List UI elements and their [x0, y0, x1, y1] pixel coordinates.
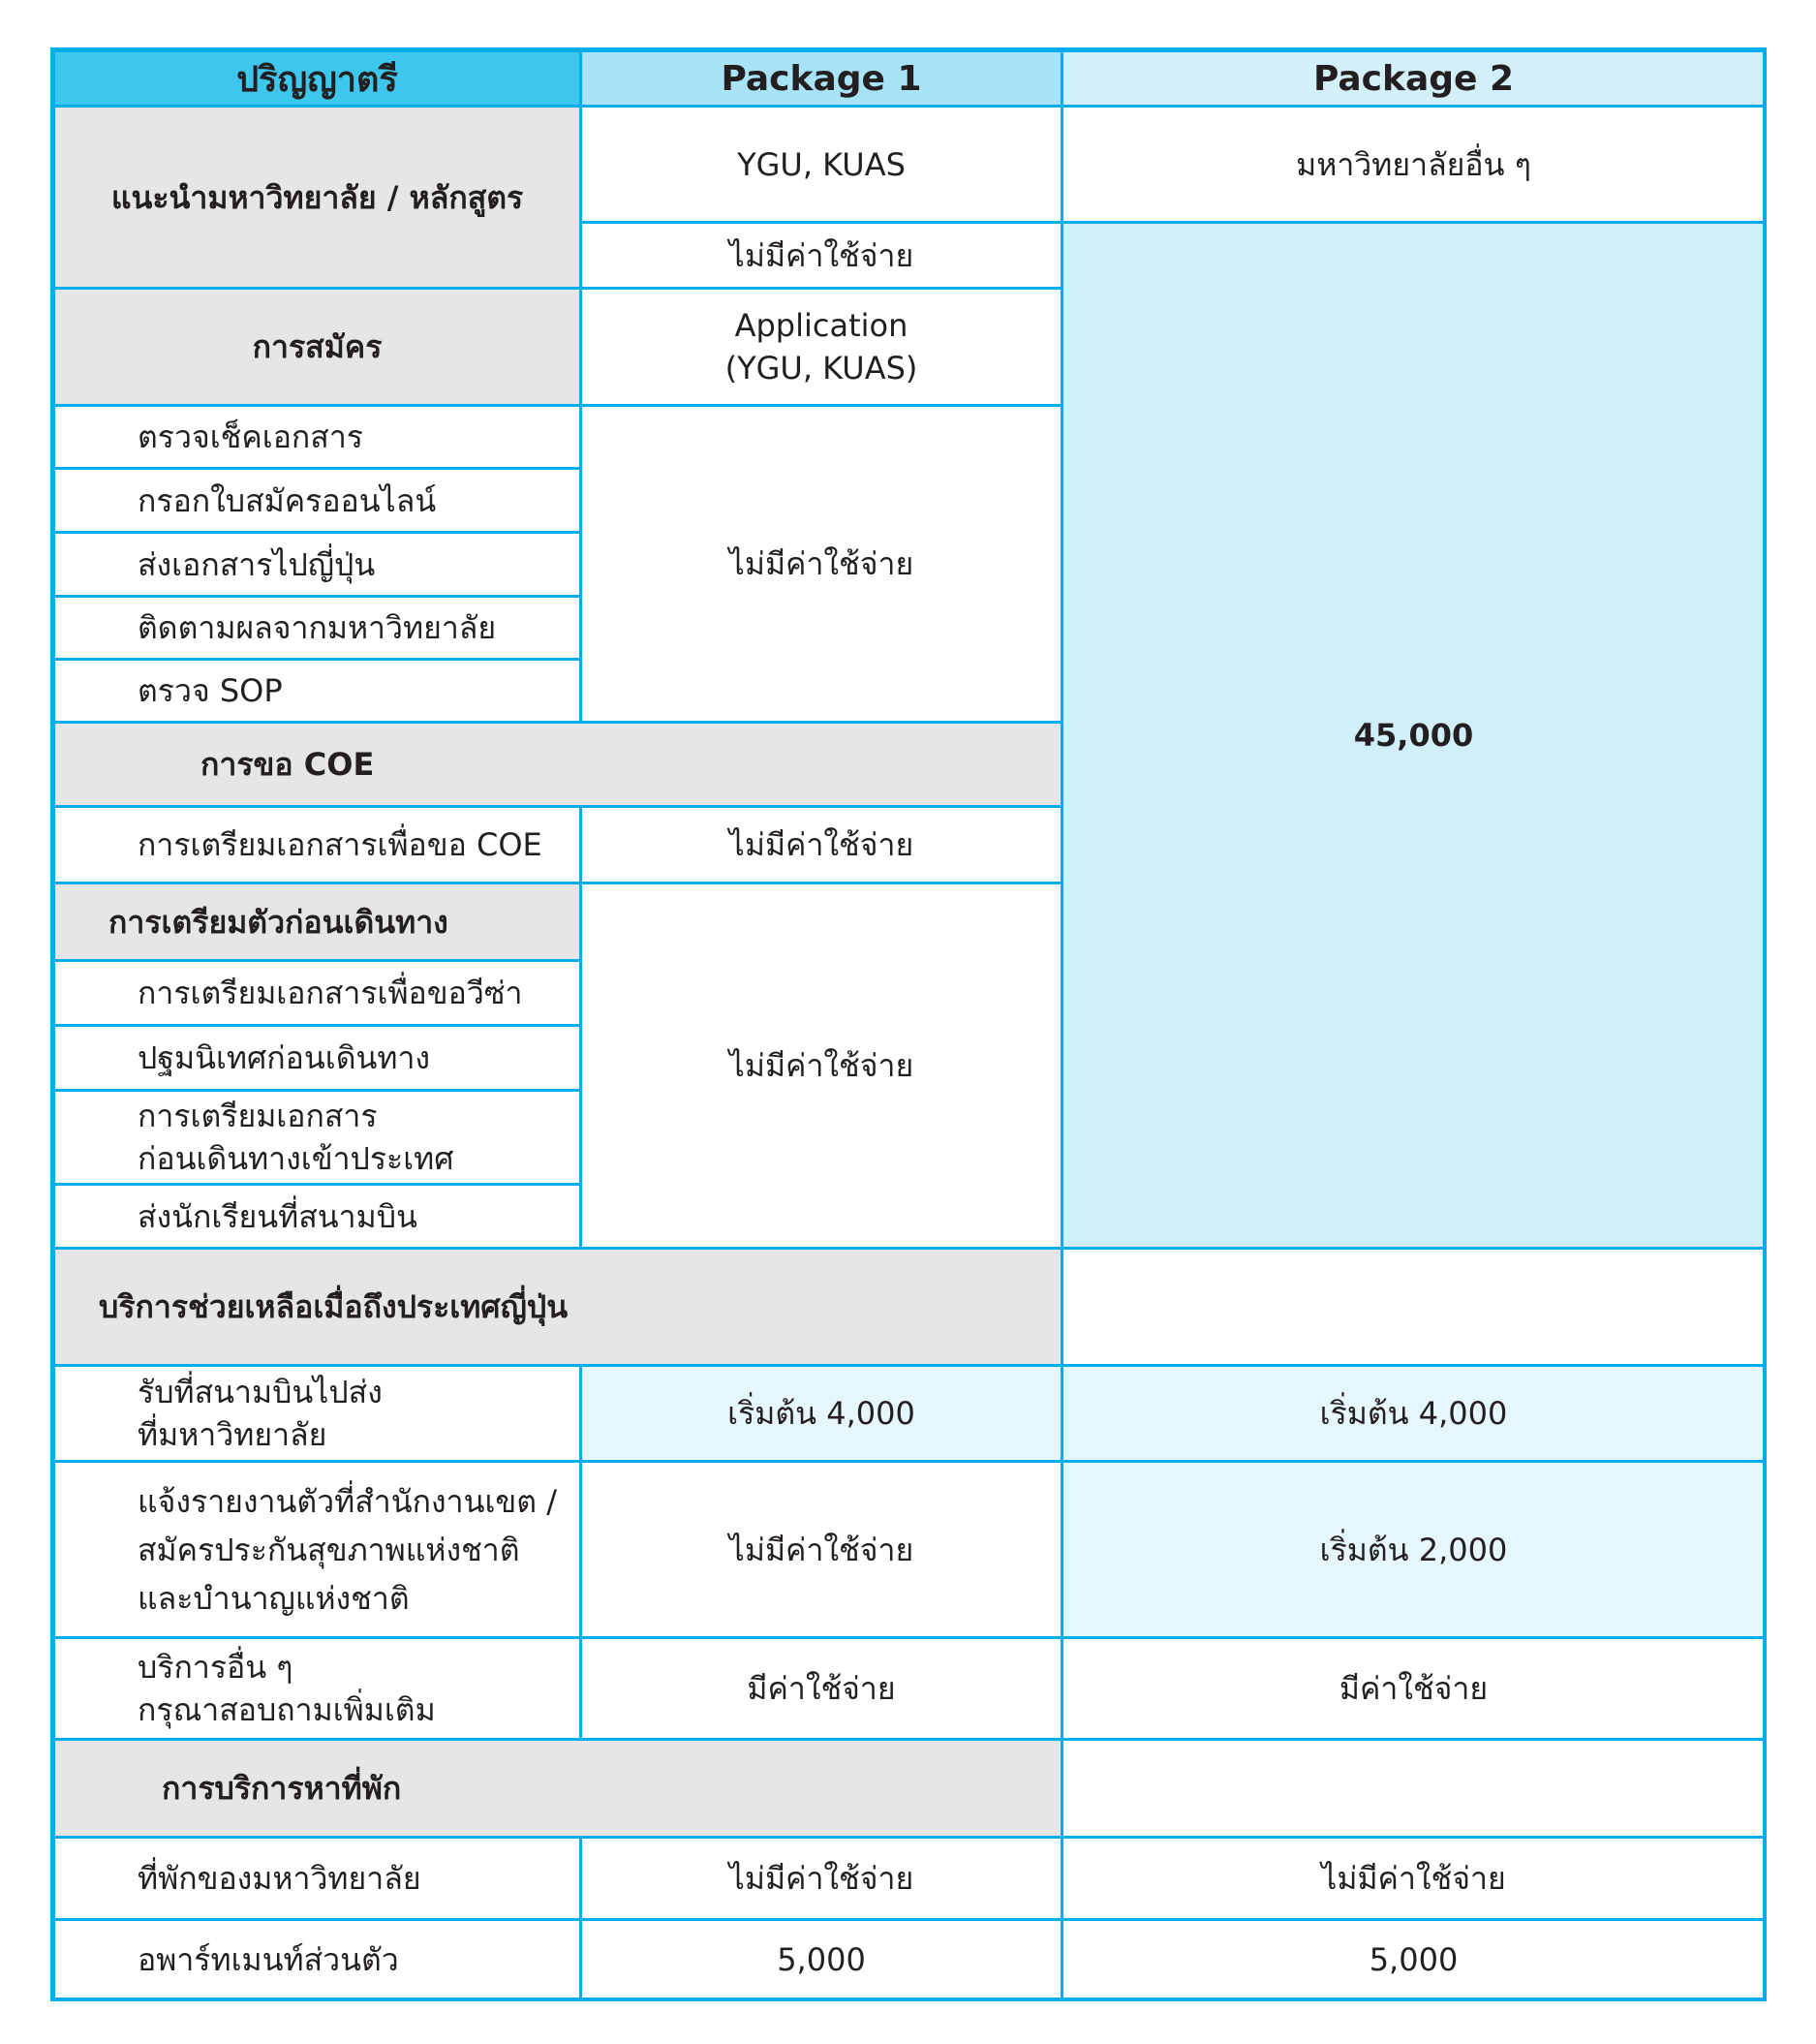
arrival-report-line2: สมัครประกันสุขภาพแห่งชาติ	[138, 1531, 520, 1568]
p1-report-cost-text: ไม่มีค่าใช้จ่าย	[728, 1531, 914, 1568]
predeparture-item-label: การเตรียมเอกสารเพื่อขอวีซ่า	[138, 975, 523, 1011]
p1-application-line1: Application	[734, 307, 908, 344]
housing-apartment-label: อพาร์ทเมนท์ส่วนตัว	[138, 1941, 399, 1978]
apply-item-label: ส่งเอกสารไปญี่ปุ่น	[138, 545, 376, 583]
p2-arrival-blank	[1061, 1247, 1767, 1367]
p2-pickup-cost-text: เริ่มต้น 4,000	[1319, 1395, 1508, 1432]
predeparture-item-label-line1: การเตรียมเอกสาร	[138, 1098, 378, 1134]
p2-universities-text: มหาวิทยาลัยอื่น ๆ	[1296, 145, 1531, 183]
section-predeparture-label: การเตรียมตัวก่อนเดินทาง	[108, 903, 448, 941]
p1-application-line2: (YGU, KUAS)	[724, 350, 918, 387]
predeparture-item-label: ส่งนักเรียนที่สนามบิน	[138, 1197, 417, 1235]
housing-dorm	[52, 1836, 582, 1921]
section-coe-label: การขอ COE	[200, 746, 375, 783]
coe-item-label: การเตรียมเอกสารเพื่อขอ COE	[138, 826, 542, 863]
header-degree-label: ปริญญาตรี	[236, 59, 398, 100]
p2-package-price-text: 45,000	[1353, 717, 1474, 754]
apply-item-label: กรอกใบสมัครออนไลน์	[138, 481, 437, 519]
apply-item	[52, 658, 582, 724]
section-housing-label: การบริการหาที่พัก	[162, 1770, 402, 1807]
p1-intro-cost	[579, 221, 1063, 290]
p1-dorm-cost	[579, 1836, 1063, 1921]
p1-predeparture-cost-text: ไม่มีค่าใช้จ่าย	[728, 1047, 914, 1084]
section-apply-label: การสมัคร	[252, 328, 383, 365]
arrival-pickup	[52, 1364, 582, 1463]
header-package-1-label: Package 1	[721, 58, 922, 99]
arrival-report-line3: และบำนาญแห่งชาติ	[138, 1579, 410, 1617]
predeparture-item	[52, 1089, 582, 1186]
section-intro	[52, 105, 582, 290]
p1-coe-cost	[579, 805, 1063, 884]
section-apply	[52, 287, 582, 407]
p2-dorm-cost	[1061, 1836, 1767, 1921]
p1-intro-cost-text: ไม่มีค่าใช้จ่าย	[728, 236, 914, 274]
p2-other-cost-text: มีค่าใช้จ่าย	[1339, 1670, 1489, 1707]
p1-pickup-cost-text: เริ่มต้น 4,000	[727, 1395, 915, 1432]
p1-other-cost-text: มีค่าใช้จ่าย	[747, 1670, 896, 1707]
p1-universities	[579, 105, 1063, 224]
p1-universities-text: YGU, KUAS	[737, 145, 906, 183]
p2-housing-blank	[1061, 1738, 1767, 1839]
p1-other-cost	[579, 1636, 1063, 1741]
p1-apartment-cost	[579, 1918, 1063, 2001]
predeparture-item-label: ปฐมนิเทศก่อนเดินทาง	[138, 1039, 431, 1076]
p2-report-cost-text: เริ่มต้น 2,000	[1319, 1531, 1508, 1568]
arrival-other	[52, 1636, 582, 1741]
apply-item-label: ตรวจเช็คเอกสาร	[138, 418, 363, 455]
p1-dorm-cost-text: ไม่มีค่าใช้จ่าย	[728, 1860, 914, 1897]
section-coe	[52, 721, 1063, 808]
p2-apartment-cost	[1061, 1918, 1767, 2001]
predeparture-item-label-line2: ก่อนเดินทางเข้าประเทศ	[138, 1140, 454, 1177]
p1-apply-items-cost	[579, 404, 1063, 724]
p2-apartment-cost-text: 5,000	[1369, 1941, 1459, 1978]
p1-report-cost	[579, 1460, 1063, 1639]
predeparture-item	[52, 1183, 582, 1250]
p1-application	[579, 287, 1063, 407]
apply-item	[52, 467, 582, 534]
header-degree	[52, 49, 582, 108]
housing-apartment	[52, 1918, 582, 2001]
arrival-report-line1: แจ้งรายงานตัวที่สำนักงานเขต /	[138, 1482, 557, 1520]
p2-other-cost	[1061, 1636, 1767, 1741]
p1-coe-cost-text: ไม่มีค่าใช้จ่าย	[728, 826, 914, 863]
section-predeparture	[52, 882, 582, 962]
p2-dorm-cost-text: ไม่มีค่าใช้จ่าย	[1321, 1860, 1506, 1897]
coe-item	[52, 805, 582, 884]
p2-package-price	[1061, 221, 1767, 1250]
predeparture-item	[52, 1024, 582, 1092]
apply-item-label: ตรวจ SOP	[138, 672, 283, 709]
apply-item	[52, 531, 582, 598]
predeparture-item	[52, 959, 582, 1027]
apply-item	[52, 404, 582, 470]
p2-universities	[1061, 105, 1767, 224]
apply-item	[52, 595, 582, 661]
p1-predeparture-cost	[579, 882, 1063, 1250]
section-housing	[52, 1738, 1063, 1839]
arrival-other-line2: กรุณาสอบถามเพิ่มเติม	[138, 1691, 436, 1728]
housing-dorm-label: ที่พักของมหาวิทยาลัย	[138, 1860, 421, 1897]
p1-apartment-cost-text: 5,000	[777, 1941, 866, 1978]
p1-apply-items-cost-text: ไม่มีค่าใช้จ่าย	[728, 545, 914, 582]
apply-item-label: ติดตามผลจากมหาวิทยาลัย	[138, 609, 497, 646]
p1-pickup-cost	[579, 1364, 1063, 1463]
header-package-2	[1061, 49, 1767, 108]
header-package-1	[579, 49, 1063, 108]
section-arrival	[52, 1247, 1063, 1367]
p2-report-cost	[1061, 1460, 1767, 1639]
section-arrival-label: บริการช่วยเหลือเมื่อถึงประเทศญี่ปุ่น	[99, 1288, 569, 1325]
arrival-pickup-line1: รับที่สนามบินไปส่ง	[138, 1374, 383, 1410]
arrival-pickup-line2: ที่มหาวิทยาลัย	[138, 1416, 327, 1453]
arrival-other-line1: บริการอื่น ๆ	[138, 1649, 293, 1686]
section-intro-label: แนะนำมหาวิทยาลัย / หลักสูตร	[110, 178, 524, 216]
arrival-report	[52, 1460, 582, 1639]
header-package-2-label: Package 2	[1312, 58, 1515, 99]
p2-pickup-cost	[1061, 1364, 1767, 1463]
